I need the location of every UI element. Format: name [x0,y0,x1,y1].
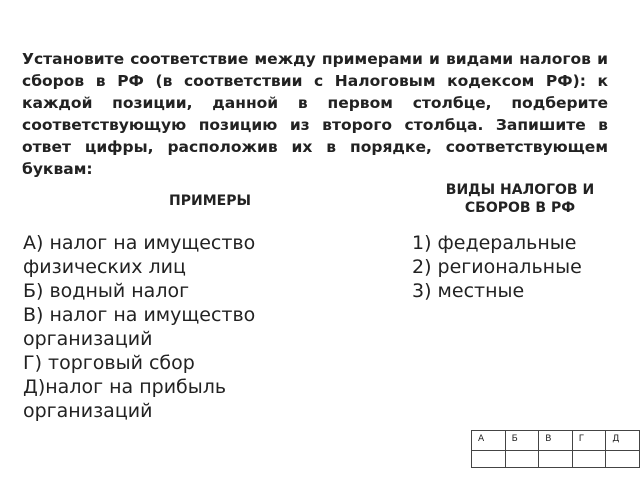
answer-table [471,430,640,468]
answer-value-cell[interactable] [606,451,640,468]
example-item-g: Г) торговый сбор [23,352,195,374]
tax-type-local: 3) местные [412,280,525,302]
answer-letter-cell: А [472,431,506,451]
task-instruction: Установите соответствие между примерами и видами налогов и сборов в РФ (в соответствии с Налоговым кодексом РФ): к каждой позиции, данной в первом столбце, подберите соответствующую позицию из второго столбца. Запишите в ответ цифры, расположив их в порядке, соответствующем буквам: [22,50,608,178]
examples-list [23,231,353,423]
example-item-a: А) налог на имущество физических лиц [23,232,256,278]
answer-values-row [472,451,640,468]
examples-column-header: ПРИМЕРЫ [169,193,251,209]
example-item-d: Д)налог на прибыль организаций [23,376,227,422]
tax-types-list [412,231,632,303]
tax-type-federal: 1) федеральные [412,232,577,254]
tax-type-regional: 2) региональные [412,256,582,278]
tax-types-column-header: ВИДЫ НАЛОГОВ И СБОРОВ В РФ [445,182,595,216]
answer-value-cell[interactable] [572,451,606,468]
answer-letter-cell: Д [606,431,640,451]
answer-letter-cell: Г [572,431,606,451]
answer-value-cell[interactable] [505,451,539,468]
example-item-b: Б) водный налог [23,280,190,302]
answer-letters-row [472,431,640,451]
answer-value-cell[interactable] [539,451,573,468]
example-item-v: В) налог на имущество организаций [23,304,256,350]
answer-letter-cell: Б [505,431,539,451]
answer-value-cell[interactable] [472,451,506,468]
answer-letter-cell: В [539,431,573,451]
